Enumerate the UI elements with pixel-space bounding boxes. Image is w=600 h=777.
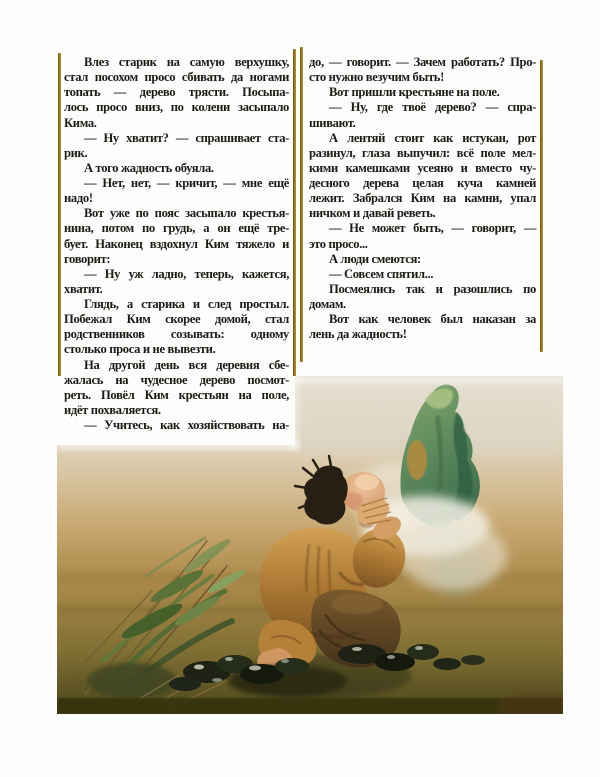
text-line: это просо... <box>309 236 368 251</box>
text-line: Посмеялись так и разошлись по <box>329 281 536 296</box>
text-line: надо! <box>64 191 93 206</box>
text-line: домам. <box>309 297 346 311</box>
text-line: — Ну, где твоё дерево? — спра- <box>329 100 536 115</box>
text-line: — Учитесь, как хозяйствовать на- <box>84 418 289 432</box>
text-line: Кима. <box>64 115 97 130</box>
text-line: жалась на чудесное дерево посмот- <box>64 372 289 387</box>
text-line: Вот уже по пояс засыпало крестья- <box>84 206 289 221</box>
text-line: бует. Наконец вздохнул Ким тяжело и <box>64 236 289 251</box>
text-line: рик. <box>64 145 88 160</box>
text-line: разинул, глаза выпучил: всё поле мел- <box>309 145 536 160</box>
text-line: топать — дерево трясти. Посыпа- <box>64 85 289 100</box>
text-line: ничком и давай реветь. <box>309 206 436 221</box>
text-line: — Ну уж ладно, теперь, кажется, <box>84 266 289 281</box>
text-line: Побежал Ким скорее домой, стал <box>64 312 289 327</box>
story-column-right <box>309 55 536 342</box>
text-line: хватит. <box>64 281 103 296</box>
text-line: десного дерева целая куча камней <box>309 176 536 190</box>
text-line: — Не может быть, — говорит, — <box>329 221 536 236</box>
page-rule-right <box>540 60 543 352</box>
text-line: А того жадность обуяла. <box>84 160 214 175</box>
text-line: лежит. Забрался Ким на камни, упал <box>309 191 536 206</box>
text-line: стал посохом просо сбивать да ногами <box>64 70 289 85</box>
text-line: кими камешками усеяно и вместо чу- <box>309 160 536 175</box>
text-line: реть. Повёл Ким крестьян на поле, <box>64 387 289 402</box>
text-line: Вот пришли крестьяне на поле. <box>329 85 500 100</box>
column-divider-right-rule <box>300 47 303 362</box>
text-line: лень да жадность! <box>309 327 407 342</box>
text-line: А люди смеются: <box>329 251 421 266</box>
text-line: говорит: <box>64 251 111 266</box>
text-line: На другой день вся деревня сбе- <box>84 357 289 372</box>
text-line: до, — говорит. — Зачем работать? Про- <box>309 55 536 69</box>
text-line: родственников созывать: одному <box>64 327 289 342</box>
text-line: шивают. <box>309 115 356 130</box>
text-line: — Ну хватит? — спрашивает ста- <box>84 130 289 145</box>
text-line: Глядь, а старика и след простыл. <box>84 297 289 311</box>
text-line: Вот как человек был наказан за <box>329 312 536 327</box>
story-column-left <box>64 55 289 433</box>
text-line: — Совсем спятил... <box>329 266 434 281</box>
text-line: сто нужно везучим быть! <box>309 70 444 85</box>
text-line: нина, потом по грудь, а он ещё тре- <box>64 221 289 236</box>
text-line: — Нет, нет, — кричит, — мне ещё <box>84 176 289 190</box>
text-line: лось просо вниз, по колени засыпало <box>64 100 289 115</box>
text-line: А лентяй стоит как истукан, рот <box>329 130 536 145</box>
text-line: Влез старик на самую верхушку, <box>84 55 289 69</box>
text-line: идёт похваляется. <box>64 402 161 417</box>
text-line: столько проса и не вывезти. <box>64 342 216 357</box>
